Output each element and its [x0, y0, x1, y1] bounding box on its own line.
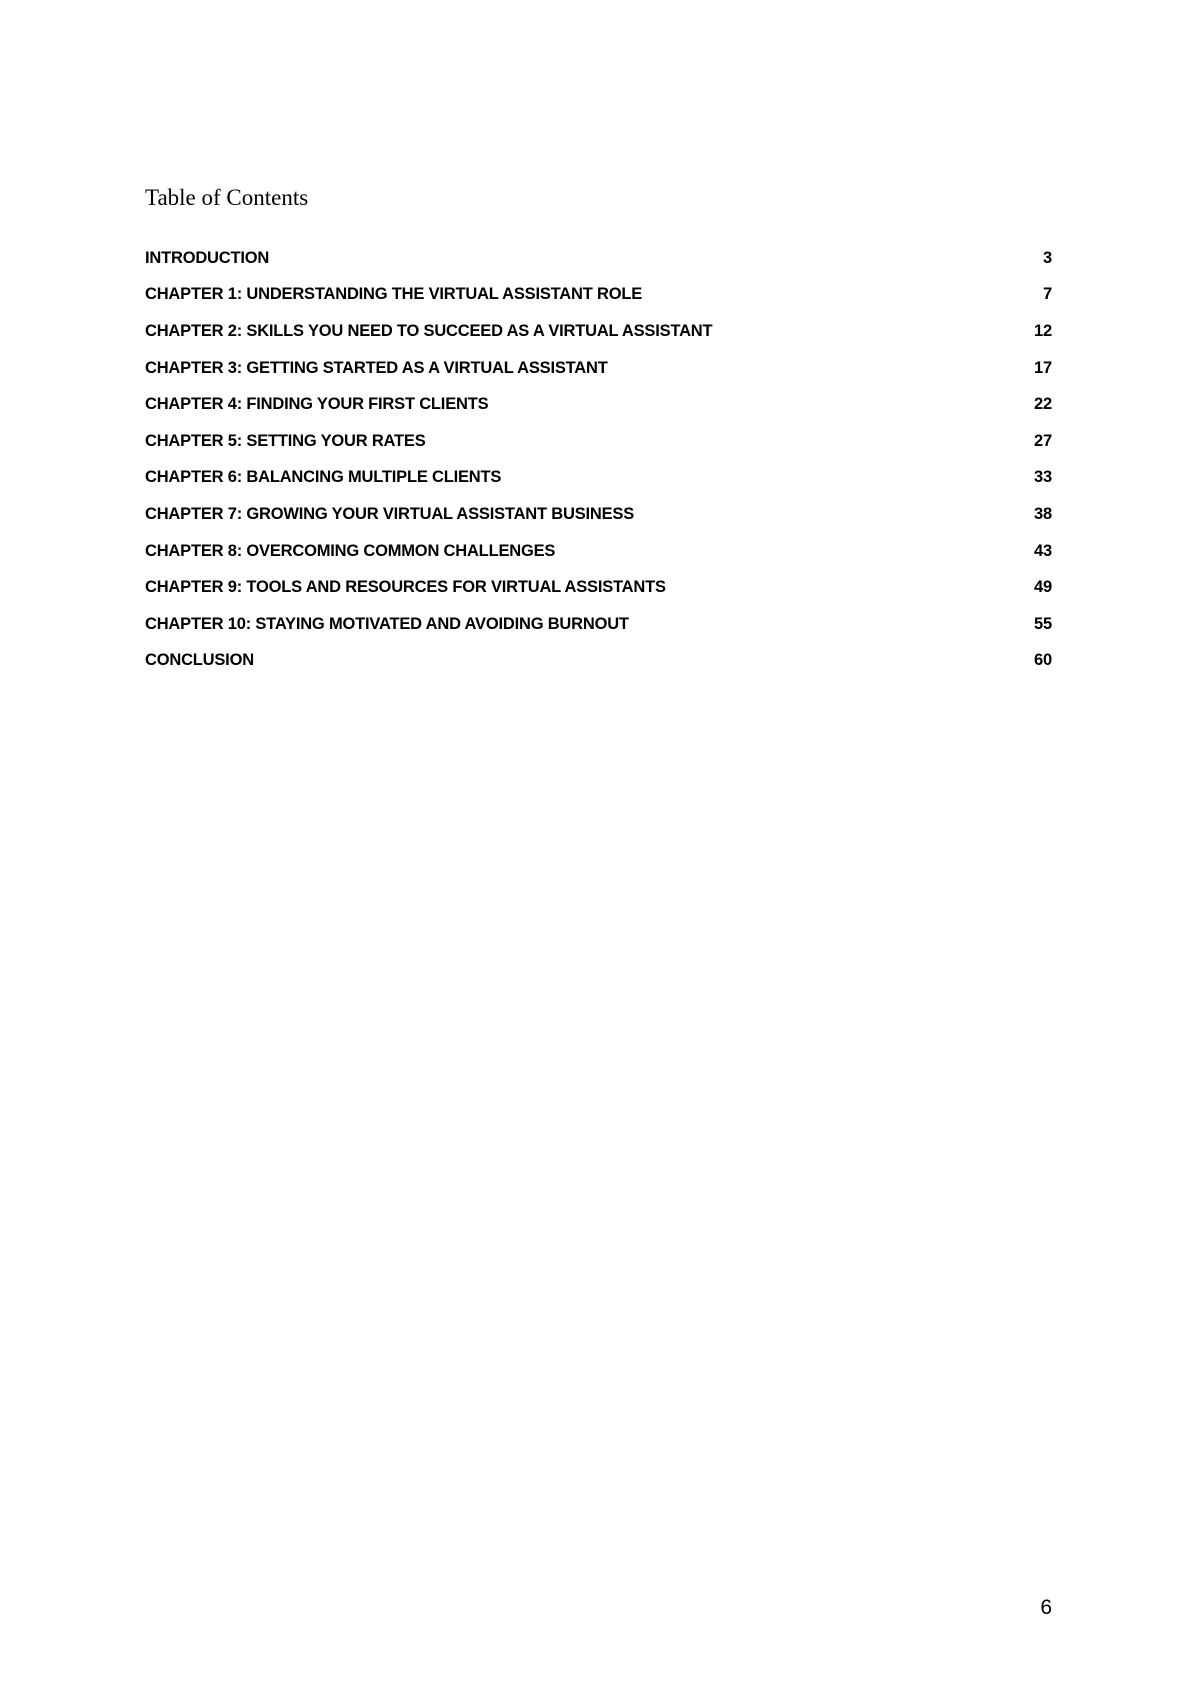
toc-entry-label: CONCLUSION — [145, 651, 254, 670]
toc-entry-page: 49 — [1034, 578, 1052, 597]
toc-entry-chapter-8[interactable] — [145, 533, 1052, 570]
toc-entry-chapter-4[interactable] — [145, 386, 1052, 423]
toc-entry-page: 3 — [1043, 248, 1052, 267]
toc-entry-chapter-6[interactable] — [145, 460, 1052, 497]
toc-entry-conclusion[interactable] — [145, 643, 1052, 680]
toc-entry-label: CHAPTER 5: SETTING YOUR RATES — [145, 431, 426, 450]
toc-entry-page: 55 — [1034, 614, 1052, 633]
toc-entry-label: CHAPTER 3: GETTING STARTED AS A VIRTUAL ASSISTANT — [145, 358, 608, 377]
toc-entry-chapter-10[interactable] — [145, 606, 1052, 643]
toc-entry-label: CHAPTER 1: UNDERSTANDING THE VIRTUAL ASSISTANT ROLE — [145, 285, 643, 304]
toc-entry-label: CHAPTER 2: SKILLS YOU NEED TO SUCCEED AS A VIRTUAL ASSISTANT — [145, 321, 713, 340]
toc-entry-page: 60 — [1034, 651, 1052, 670]
toc-entry-chapter-5[interactable] — [145, 423, 1052, 460]
toc-entry-chapter-3[interactable] — [145, 350, 1052, 387]
toc-entry-introduction[interactable] — [145, 240, 1052, 277]
toc-entry-page: 38 — [1034, 504, 1052, 523]
toc-entry-label: CHAPTER 7: GROWING YOUR VIRTUAL ASSISTANT BUSINESS — [145, 504, 635, 523]
page-number: 6 — [1040, 1596, 1052, 1619]
toc-entry-page: 43 — [1034, 541, 1052, 560]
toc-entry-page: 27 — [1034, 431, 1052, 450]
toc-entry-label: INTRODUCTION — [145, 248, 270, 267]
toc-entry-page: 12 — [1034, 321, 1052, 340]
toc-entry-chapter-7[interactable] — [145, 496, 1052, 533]
toc-entry-page: 7 — [1043, 285, 1052, 304]
toc-entry-chapter-9[interactable] — [145, 569, 1052, 606]
toc-entry-label: CHAPTER 9: TOOLS AND RESOURCES FOR VIRTUAL ASSISTANTS — [145, 578, 666, 597]
toc-entry-label: CHAPTER 6: BALANCING MULTIPLE CLIENTS — [145, 468, 502, 487]
toc-title: Table of Contents — [145, 185, 309, 210]
toc-entry-chapter-1[interactable] — [145, 277, 1052, 314]
toc-entry-page: 22 — [1034, 395, 1052, 414]
toc-entry-label: CHAPTER 10: STAYING MOTIVATED AND AVOIDING BURNOUT — [145, 614, 629, 633]
toc-entry-label: CHAPTER 4: FINDING YOUR FIRST CLIENTS — [145, 395, 489, 414]
toc-list — [145, 240, 1052, 679]
toc-entry-page: 33 — [1034, 468, 1052, 487]
toc-entry-label: CHAPTER 8: OVERCOMING COMMON CHALLENGES — [145, 541, 556, 560]
toc-entry-chapter-2[interactable] — [145, 313, 1052, 350]
toc-entry-page: 17 — [1034, 358, 1052, 377]
